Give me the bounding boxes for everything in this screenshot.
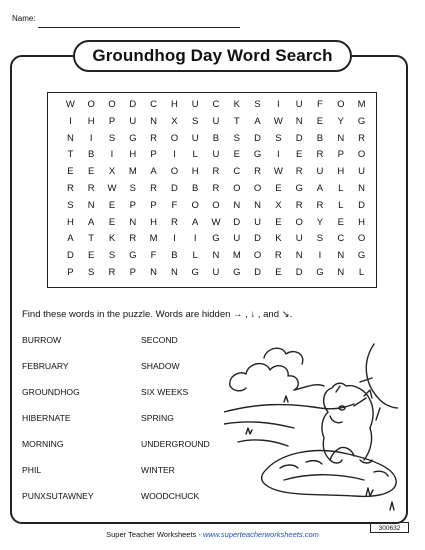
- grid-letter: S: [129, 183, 136, 194]
- grid-letter: D: [66, 250, 74, 262]
- grid-row: [60, 99, 372, 117]
- grid-letter: H: [170, 99, 178, 110]
- grid-letter: E: [316, 115, 324, 127]
- worksheet-code: 300632: [370, 522, 409, 533]
- grid-letter: R: [358, 132, 365, 144]
- grid-letter: S: [233, 132, 240, 144]
- grid-letter: N: [295, 115, 303, 127]
- grid-row: [60, 133, 372, 151]
- grid-letter: D: [295, 132, 303, 144]
- grid-letter: C: [337, 233, 345, 245]
- grid-letter: P: [129, 199, 136, 211]
- grid-letter: I: [173, 149, 176, 161]
- grid-letter: N: [129, 216, 137, 228]
- grid-row: [60, 200, 372, 218]
- grid-letter: E: [275, 267, 282, 278]
- grid-letter: I: [277, 99, 280, 110]
- grid-letter: H: [337, 166, 345, 178]
- grid-letter: P: [129, 267, 136, 278]
- grid-letter: U: [191, 132, 199, 144]
- grid-letter: N: [87, 199, 95, 211]
- grid-letter: B: [316, 132, 324, 144]
- grid-letter: W: [65, 99, 75, 110]
- grid-letter: U: [358, 166, 365, 178]
- grid-letter: U: [129, 115, 137, 127]
- grid-letter: G: [295, 183, 303, 194]
- grid-letter: H: [191, 166, 199, 178]
- grid-letter: S: [316, 233, 324, 245]
- name-line: [38, 27, 240, 28]
- grid-letter: I: [89, 132, 93, 144]
- grid-letter: G: [316, 267, 324, 278]
- grid-letter: A: [150, 166, 157, 178]
- grid-row: [60, 217, 372, 235]
- grid-letter: S: [275, 132, 282, 144]
- grid-letter: E: [108, 216, 116, 228]
- grid-letter: S: [67, 199, 74, 211]
- word-list-item: SIX WEEKS: [141, 387, 189, 397]
- grid-letter: G: [233, 267, 241, 278]
- grid-letter: O: [108, 99, 116, 110]
- word-list-item: GROUNDHOG: [22, 387, 80, 397]
- grid-letter: O: [253, 183, 262, 194]
- grid-letter: Y: [337, 115, 344, 127]
- grid-row: [60, 183, 372, 201]
- grid-letter: M: [128, 166, 137, 178]
- grid-letter: O: [170, 132, 179, 144]
- grid-letter: M: [232, 250, 241, 262]
- grid-letter: N: [337, 250, 345, 262]
- grid-letter: L: [192, 149, 198, 161]
- grid-letter: E: [337, 216, 344, 228]
- footer: [0, 530, 425, 539]
- grid-letter: R: [254, 166, 261, 178]
- grid-letter: F: [171, 199, 178, 211]
- grid-letter: B: [171, 250, 178, 262]
- word-list-item: UNDERGROUND: [141, 439, 210, 449]
- word-list-item: SECOND: [141, 335, 178, 345]
- grid-letter: K: [233, 99, 240, 110]
- grid-row: [60, 166, 372, 184]
- grid-letter: P: [150, 149, 157, 161]
- grid-letter: H: [150, 216, 158, 228]
- grid-letter: L: [358, 267, 365, 278]
- grid-letter: X: [108, 166, 116, 178]
- word-list-item: MORNING: [22, 439, 64, 449]
- grid-letter: H: [87, 115, 95, 127]
- grid-letter: O: [337, 99, 345, 110]
- grid-letter: R: [129, 233, 137, 245]
- grid-letter: O: [295, 216, 303, 228]
- grid-letter: R: [150, 132, 158, 144]
- grid-letter: K: [108, 233, 116, 245]
- grid-letter: D: [129, 99, 137, 110]
- grid-row: [60, 233, 372, 251]
- grid-letter: N: [295, 250, 303, 262]
- grid-letter: S: [88, 267, 95, 278]
- word-list-item: WOODCHUCK: [141, 491, 200, 501]
- word-list-item: FEBRUARY: [22, 361, 69, 371]
- grid-letter: N: [337, 267, 345, 278]
- grid-letter: R: [295, 199, 303, 211]
- grid-letter: D: [358, 199, 365, 211]
- grid-letter: G: [357, 250, 366, 262]
- grid-letter: L: [338, 199, 344, 211]
- grid-letter: M: [357, 99, 366, 110]
- grid-letter: U: [191, 99, 199, 110]
- grid-letter: R: [170, 216, 178, 228]
- grid-letter: L: [192, 250, 198, 262]
- grid-letter: O: [191, 199, 199, 211]
- grid-letter: M: [149, 233, 158, 245]
- grid-letter: D: [254, 233, 261, 245]
- word-list-item: SPRING: [141, 413, 174, 423]
- grid-letter: G: [253, 149, 262, 161]
- grid-letter: N: [150, 267, 158, 278]
- grid-letter: B: [88, 149, 95, 161]
- grid-letter: S: [192, 115, 199, 127]
- grid-letter: E: [88, 250, 95, 262]
- grid-letter: S: [108, 250, 116, 262]
- grid-letter: U: [254, 216, 261, 228]
- word-list-item: SHADOW: [141, 361, 180, 371]
- grid-letter: R: [108, 267, 116, 278]
- grid-letter: G: [191, 267, 199, 278]
- grid-letter: L: [338, 183, 344, 194]
- grid-letter: O: [253, 250, 262, 262]
- grid-letter: R: [295, 166, 303, 178]
- word-list-item: PHIL: [22, 465, 42, 475]
- grid-row: [60, 149, 372, 167]
- grid-letter: R: [316, 149, 324, 161]
- grid-letter: A: [316, 183, 324, 194]
- grid-letter: E: [275, 216, 282, 228]
- grid-letter: B: [192, 183, 199, 194]
- page-title: Groundhog Day Word Search: [92, 46, 333, 65]
- grid-letter: I: [69, 115, 72, 127]
- grid-letter: A: [67, 233, 74, 245]
- grid-letter: W: [211, 216, 221, 228]
- grid-letter: I: [193, 233, 197, 245]
- grid-letter: A: [192, 216, 199, 228]
- grid-letter: K: [275, 233, 282, 245]
- grid-letter: O: [357, 233, 366, 245]
- word-list-item: BURROW: [22, 335, 62, 345]
- grid-letter: H: [66, 216, 74, 228]
- grid-letter: R: [212, 183, 220, 194]
- grid-letter: D: [295, 267, 303, 278]
- grid-letter: W: [107, 183, 117, 194]
- grid-letter: W: [273, 166, 283, 178]
- grid-letter: G: [357, 115, 366, 127]
- grid-letter: N: [170, 267, 178, 278]
- grid-letter: O: [212, 199, 220, 211]
- grid-letter: N: [212, 250, 220, 262]
- grid-letter: G: [129, 132, 137, 144]
- grid-row: [60, 116, 372, 134]
- grid-letter: U: [233, 233, 241, 245]
- instructions: Find these words in the puzzle. Words are hidden → , ↓ , and ↘.: [22, 309, 293, 320]
- grid-letter: C: [233, 166, 241, 178]
- grid-letter: R: [274, 250, 282, 262]
- grid-letter: T: [233, 115, 240, 127]
- grid-letter: D: [233, 216, 241, 228]
- grid-letter: U: [212, 267, 220, 278]
- grid-letter: W: [273, 115, 283, 127]
- grid-letter: A: [254, 115, 261, 127]
- grid-letter: P: [108, 115, 116, 127]
- grid-letter: X: [171, 115, 178, 127]
- grid-letter: N: [254, 199, 261, 211]
- grid-letter: E: [67, 166, 74, 178]
- grid-letter: F: [317, 99, 323, 110]
- grid-letter: H: [129, 149, 137, 161]
- grid-letter: O: [87, 99, 95, 110]
- grid-letter: D: [254, 267, 261, 278]
- grid-letter: G: [129, 250, 137, 262]
- title-box: [73, 40, 352, 72]
- grid-letter: P: [67, 267, 74, 278]
- grid-letter: C: [150, 99, 158, 110]
- word-search-grid: [47, 92, 377, 288]
- grid-letter: N: [66, 132, 74, 144]
- grid-letter: I: [110, 149, 114, 161]
- grid-letter: F: [150, 250, 157, 262]
- grid-letter: R: [212, 166, 220, 178]
- grid-letter: G: [212, 233, 220, 245]
- grid-letter: T: [88, 233, 95, 245]
- grid-letter: I: [277, 149, 280, 161]
- grid-letter: N: [233, 199, 241, 211]
- grid-letter: O: [233, 183, 241, 194]
- word-list-item: HIBERNATE: [22, 413, 71, 423]
- grid-letter: I: [173, 233, 176, 245]
- grid-letter: E: [108, 199, 116, 211]
- grid-letter: N: [337, 132, 345, 144]
- grid-letter: R: [316, 199, 324, 211]
- name-label: Name:: [12, 14, 36, 23]
- grid-letter: E: [233, 149, 240, 161]
- grid-letter: H: [358, 216, 365, 228]
- word-list-item: PUNXSUTAWNEY: [22, 491, 94, 501]
- grid-letter: U: [316, 166, 324, 178]
- grid-letter: O: [357, 149, 366, 161]
- grid-letter: B: [212, 132, 220, 144]
- word-list-item: WINTER: [141, 465, 175, 475]
- grid-letter: E: [275, 183, 282, 194]
- grid-letter: R: [150, 183, 158, 194]
- grid-letter: E: [295, 149, 303, 161]
- grid-letter: A: [88, 216, 95, 228]
- footer-site-name: Super Teacher Worksheets -: [106, 530, 203, 539]
- grid-letter: D: [170, 183, 178, 194]
- grid-letter: T: [67, 149, 74, 161]
- grid-letter: E: [88, 166, 95, 178]
- grid-letter: I: [318, 250, 322, 262]
- grid-letter: D: [254, 132, 261, 144]
- grid-letter: P: [150, 199, 157, 211]
- grid-letter: U: [212, 149, 220, 161]
- grid-letter: N: [150, 115, 158, 127]
- grid-letter: U: [212, 115, 220, 127]
- grid-letter: Y: [316, 216, 324, 228]
- grid-letter: X: [275, 199, 282, 211]
- grid-row: [60, 267, 372, 285]
- grid-letter: S: [254, 99, 261, 110]
- grid-letter: N: [358, 183, 365, 194]
- grid-letter: R: [87, 183, 95, 194]
- grid-letter: O: [170, 166, 179, 178]
- groundhog-illustration: [224, 342, 398, 517]
- grid-letter: U: [295, 99, 303, 110]
- grid-letter: P: [337, 149, 344, 161]
- grid-row: [60, 250, 372, 268]
- grid-letter: S: [108, 132, 116, 144]
- grid-letter: U: [295, 233, 303, 245]
- grid-letter: R: [66, 183, 74, 194]
- footer-url-link[interactable]: www.superteacherworksheets.com: [202, 530, 319, 539]
- grid-letter: C: [212, 99, 220, 110]
